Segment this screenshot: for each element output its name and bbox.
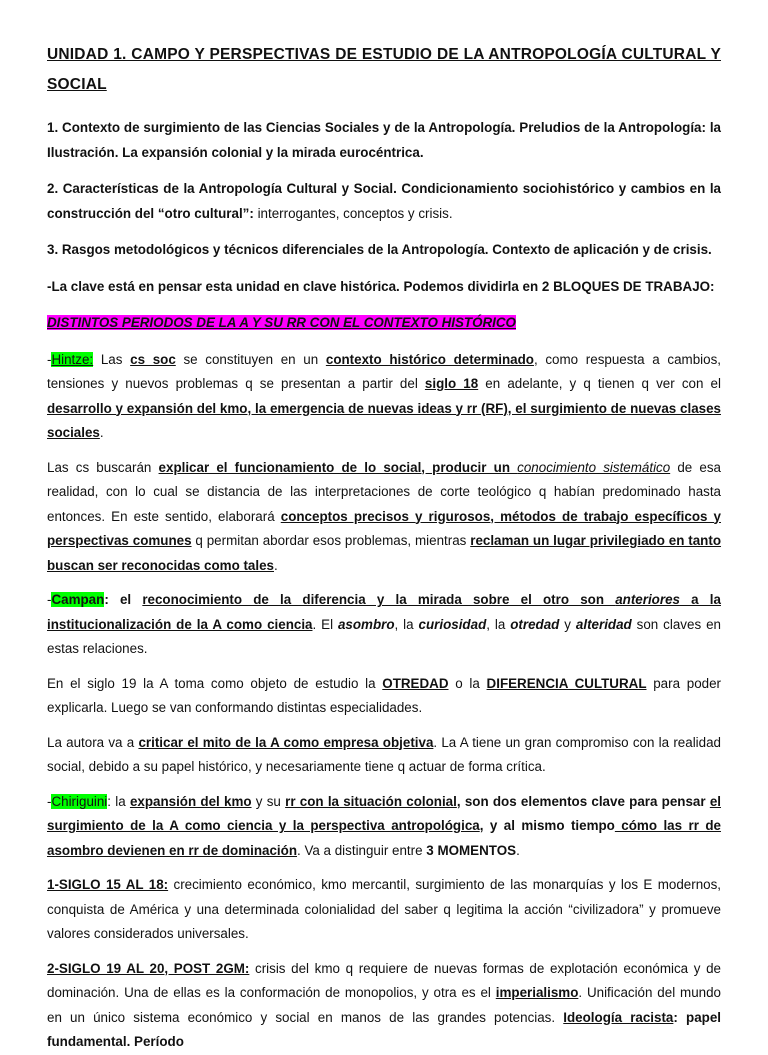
intro-text: -La clave está en pensar esta unidad en clave histórica. Podemos dividirla en 2 [47,278,554,294]
text: o la [448,675,487,691]
underlined-text: contexto histórico determinado [325,351,534,367]
underlined-text: rr con la situación colonial [285,793,457,809]
text: . [99,425,104,440]
item-3 [47,238,721,263]
intro-paragraph [47,275,721,300]
text: La autora va a [47,734,139,750]
unit-title: UNIDAD 1. CAMPO Y PERSPECTIVAS DE ESTUDIO DE LA ANTROPOLOGÍA CULTURAL Y SOCIAL [47,46,721,93]
text: , como respuesta a cambios, tensiones y nuevos problemas q se presentan a partir del [47,351,721,391]
intro-bold: BLOQUES DE TRABAJO: [553,278,715,294]
underlined-text: criticar el mito de la A como empresa objetiva [138,734,434,750]
momento-1-paragraph [47,873,721,947]
item-2-part-2: cambios en la construcción del “otro cultural”: [47,181,721,221]
text: y [559,616,576,632]
underlined-text: conceptos precisos y rigurosos, métodos de trabajo específicos y perspectivas comunes [47,508,721,548]
text: En el siglo 19 la A toma como objeto de estudio la [47,675,383,691]
section-heading-highlight: DISTINTOS PERIODOS DE LA A Y SU RR CON EL CONTEXTO HISTÓRICO [47,315,516,330]
text: . El [312,616,338,632]
autora-paragraph [47,731,721,780]
underlined-italic-text: anteriores [615,592,680,607]
text: de esa realidad, con lo cual se distancia de las interpretaciones de corte teológico q habían predominado hasta entonces. En este sentido, elaborará [47,459,721,524]
dash: - [47,592,52,607]
text: q permitan abordar esos problemas, mientras [191,533,471,548]
text: Las cs buscarán [47,459,159,475]
underlined-text: desarrollo y expansión del kmo, la emergencia de nuevas ideas y rr (RF), el surgimiento de nuevas clases sociales [47,400,721,440]
underlined-text: cómo las rr de asombro devienen en rr de dominación [47,818,721,858]
italic-text: alteridad [575,616,632,632]
item-2-part-3: interrogantes, conceptos y crisis. [253,205,453,221]
text: , son dos elementos clave para pensar [456,793,710,809]
text: . La A tiene un gran compromiso con la realidad social, debido a su papel histórico, y necesariamente tiene q actuar de forma crítica. [47,734,721,774]
chiriguini-paragraph [47,790,721,864]
siglo19-paragraph [47,672,721,721]
text: y su [251,793,286,809]
underlined-text: 2-SIGLO 19 AL 20, POST 2GM: [47,960,250,976]
text: crisis del kmo q requiere de nuevas formas de explotación económica y de dominación. Una de ellas es la conformación de monopolios, y otra es el [47,960,721,1000]
underlined-text: a la institucionalización de la A como ciencia [47,592,721,632]
momento-2-paragraph [47,957,721,1055]
italic-text: curiosidad [418,616,487,632]
underlined-text: explicar el funcionamiento de lo social, producir un [158,459,518,475]
text: Las [93,351,131,367]
campan-paragraph [47,588,721,662]
item-2 [47,177,721,226]
cs-paragraph [47,456,721,579]
underlined-italic-text: conocimiento sistemático [517,459,671,475]
underlined-text: OTREDAD [382,675,449,691]
bold-text: 3 MOMENTOS [426,842,517,858]
text: . [274,557,278,573]
author-hintze: Hintze: [51,351,94,367]
text: , la [394,616,419,632]
hintze-paragraph [47,348,721,446]
underlined-text: reclaman un lugar privilegiado en tanto buscan ser reconocidas como tales [47,533,722,573]
item-1-part-1: 1. Contexto de surgimiento de las Ciencias Sociales y de la Antropología. [47,120,516,135]
text: : el [104,592,143,607]
text: , la [486,616,511,632]
author-chiriguini: Chiriguini [51,793,108,809]
text: : papel fundamental. Período [47,1009,721,1049]
section-heading [47,311,721,336]
author-campan: Campan [51,592,105,607]
underlined-text: imperialismo [495,985,579,1000]
dash: - [47,351,52,367]
text: . [516,842,520,858]
text: son claves en estas relaciones. [47,616,721,656]
text: , y al mismo tiempo [479,818,615,833]
italic-text: otredad [510,616,560,632]
text: : la [107,793,130,809]
underlined-text: Ideología racista [563,1009,674,1025]
text: . Va a distinguir entre [297,842,427,858]
item-2-part-1: 2. Características de la Antropología Cultural y Social. Condicionamiento sociohistórico y [47,181,631,196]
text: se constituyen en un [175,351,326,367]
underlined-text: DIFERENCIA CULTURAL [486,675,647,691]
text: crecimiento económico, kmo mercantil, surgimiento de las monarquías y los E modernos, conquista de América y una determinada colonialidad del saber q legitima la acción “civilizadora” y promueve valores considerados universales. [47,877,722,941]
underlined-text: el surgimiento de la A como ciencia y la perspectiva antropológica [47,793,721,833]
text: para poder explicarla. Luego se van conformando distintas especialidades. [47,675,722,715]
underlined-text: 1-SIGLO 15 AL 18: [47,877,169,892]
text: en adelante, y q tienen q ver con el [478,376,721,391]
italic-text: asombro [337,616,395,632]
underlined-text: cs soc [130,351,176,367]
dash: - [47,793,52,809]
item-3-text: 3. Rasgos metodológicos y técnicos diferenciales de la Antropología. Contexto de aplicación y de crisis. [47,242,712,257]
underlined-text: expansión del kmo [129,793,252,809]
text: . Unificación del mundo en un único sistema económico y social en manos de las grandes potencias. [47,985,721,1025]
underlined-text: reconocimiento de la diferencia y la mirada sobre el otro son [142,592,616,607]
item-1 [47,116,721,165]
item-1-part-2: Preludios de la Antropología: la Ilustración. La expansión colonial y la mirada eurocéntrica. [47,120,721,160]
underlined-text: siglo 18 [424,376,479,391]
